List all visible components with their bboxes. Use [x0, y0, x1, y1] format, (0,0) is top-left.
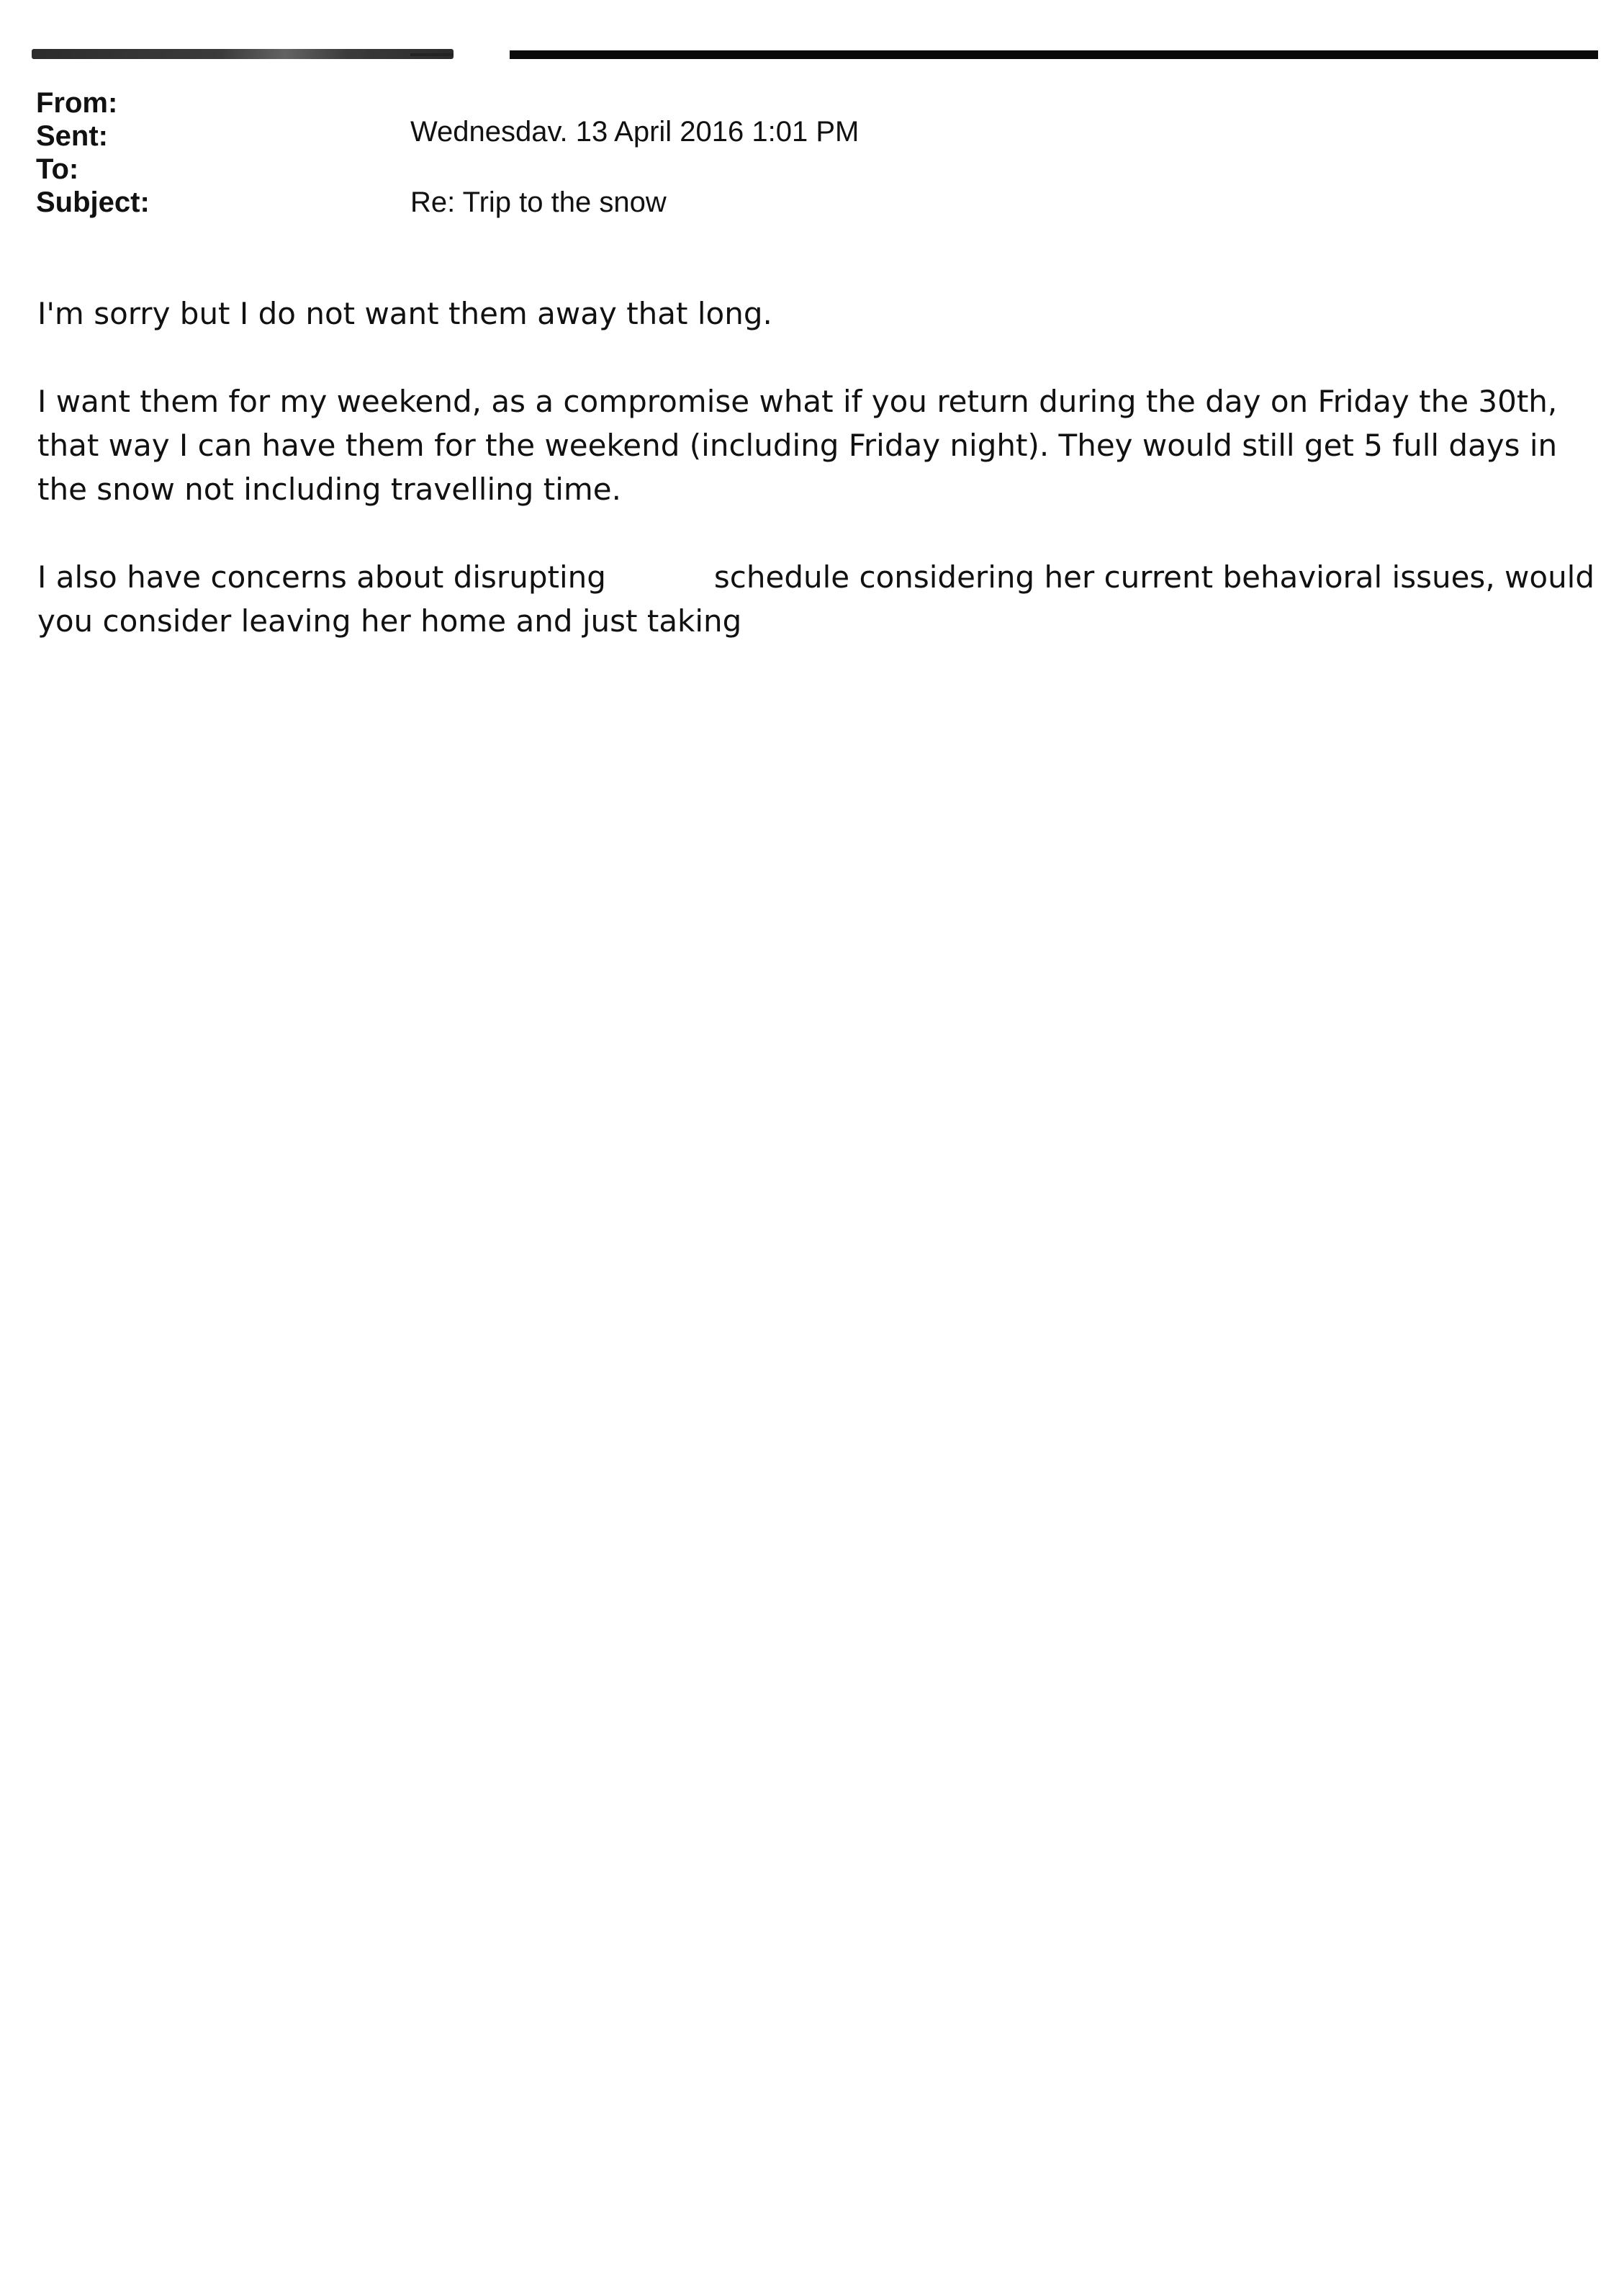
header-rule-right — [510, 50, 1598, 59]
email-body — [37, 292, 1600, 687]
body-paragraph-1: I'm sorry but I do not want them away that long. — [37, 296, 772, 331]
redaction-box — [606, 564, 714, 595]
sent-value: Wednesdav. 13 April 2016 1:01 PM — [410, 116, 860, 148]
body-paragraph-2: I want them for my weekend, as a compromise what if you return during the day on Friday the 30th, that way I can have them for the weekend (including Friday night). They would still get 5 full days in the snow not including travelling time. — [37, 384, 1558, 507]
to-label: To: — [36, 153, 79, 185]
body-paragraph-3 — [37, 555, 1600, 643]
body-paragraph-3-end: schedule considering her current behavioral issues, would you consider leaving her home and just taking — [37, 559, 1595, 639]
from-label: From: — [36, 87, 118, 119]
sent-label: Sent: — [36, 120, 108, 152]
header-rule-left — [32, 49, 454, 59]
subject-label: Subject: — [36, 186, 150, 218]
subject-value: Re: Trip to the snow — [410, 186, 667, 218]
body-paragraph-3-start: I also have concerns about disrupting — [37, 559, 606, 595]
